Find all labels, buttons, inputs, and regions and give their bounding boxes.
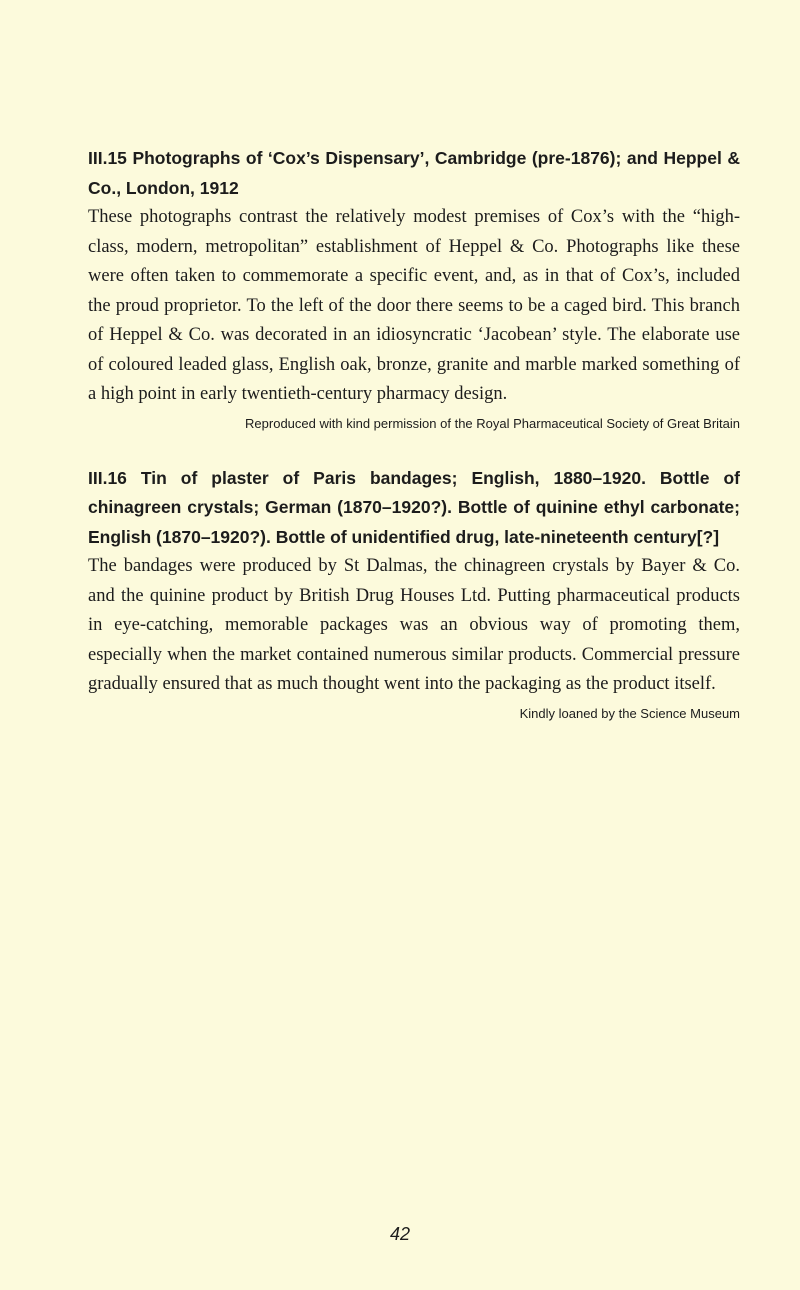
caption-iii-16	[88, 464, 740, 724]
caption-heading: III.16 Tin of plaster of Paris bandages; English, 1880–1920. Bottle of chinagreen crystals; German (1870–1920?). Bottle of quinine ethyl carbonate; English (1870–1920?). Bottle of unidentified drug, late-nineteenth century[?]	[88, 467, 740, 547]
caption-body: The bandages were produced by St Dalmas, the chinagreen crystals by Bayer & Co. and the quinine product by British Drug Houses Ltd. Putting pharmaceutical products in eye-catching, memorable packages was an obvious way of promoting them, especially when the market contained numerous similar products. Commercial pressure gradually ensured that as much thought went into the packaging as the product itself.	[88, 556, 740, 694]
page-content	[88, 144, 740, 724]
caption-iii-15	[88, 144, 740, 434]
caption-credit: Reproduced with kind permission of the Royal Pharmaceutical Society of Great Britain	[245, 415, 740, 431]
caption-credit: Kindly loaned by the Science Museum	[519, 705, 740, 721]
caption-heading: III.15 Photographs of ‘Cox’s Dispensary’, Cambridge (pre-1876); and Heppel & Co., London, 1912	[88, 148, 740, 198]
page-number: 42	[389, 1224, 411, 1244]
caption-body: These photographs contrast the relatively modest premises of Cox’s with the “high-class, modern, metropolitan” establishment of Heppel & Co. Photographs like these were often taken to commemorate a specific event, and, as in that of Cox’s, included the proud proprietor. To the left of the door there seems to be a caged bird. This branch of Heppel & Co. was decorated in an idiosyncratic ‘Jacobean’ style. The elaborate use of coloured leaded glass, English oak, bronze, granite and marble marked something of a high point in early twentieth-century pharmacy design.	[88, 207, 740, 404]
